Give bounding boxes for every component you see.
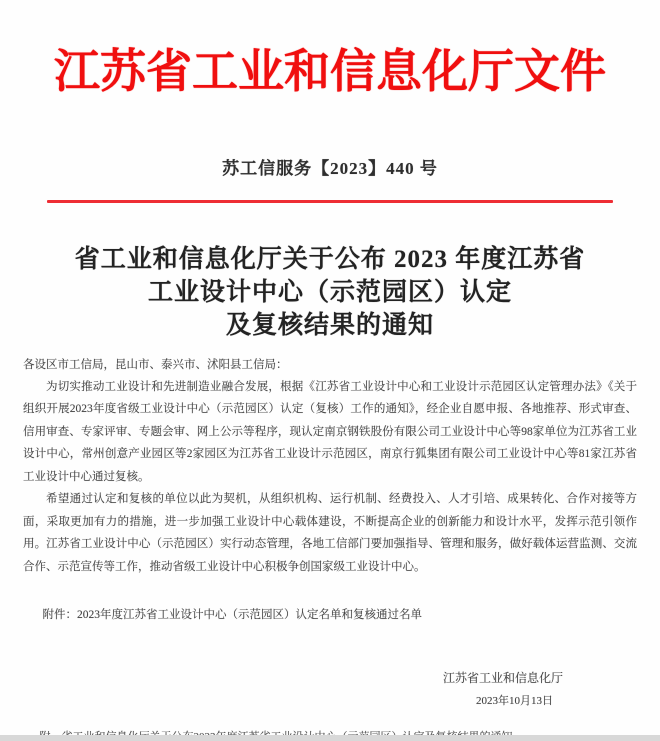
attachment-line: 附件：2023年度江苏省工业设计中心（示范园区）认定名单和复核通过名单 [42, 609, 423, 622]
masthead-title: 江苏省工业和信息化厅文件 [54, 46, 606, 97]
signature-block [0, 667, 660, 713]
issuer-name: 江苏省工业和信息化厅 [442, 670, 563, 685]
notice-title [0, 243, 660, 342]
scan-bottom-edge [0, 735, 660, 741]
body-paragraph-1: 为切实推动工业设计和先进制造业融合发展，根据《江苏省工业设计中心和工业设计示范园区认定管理办法》《关于组织开展2023年度省级工业设计中心（示范园区）认定（复核）工作的通知》，经企业自愿申报、各地推荐、形式审查、信用审查、专家评审、专题会审、网上公示等程序，现认定南京钢铁股份有限公司工业设计中心等98家单位为江苏省工业设计中心，常州创意产业园区等2家园区为江苏省工业设计示范园区，南京行狐集团有限公司工业设计中心等81家江苏省工业设计中心通过复核。 [23, 380, 637, 483]
notice-title-line-2: 工业设计中心（示范园区）认定 [147, 278, 512, 306]
notice-title-line-3: 及复核结果的通知 [225, 311, 434, 339]
body-paragraph-2: 希望通过认定和复核的单位以此为契机，从组织机构、运行机制、经费投入、人才引培、成果转化、合作对接等方面，采取更加有力的措施，进一步加强工业设计中心载体建设，不断提高企业的创新能力和设计水平，发挥示范引领作用。江苏省工业设计中心（示范园区）实行动态管理，各地工信部门要加强指导、管理和服务，做好载体运营监测、交流合作、示范宣传等工作，推动省级工业设计中心积极争创国家级工业设计中心。 [23, 493, 637, 573]
red-divider-rule [47, 200, 613, 203]
document-number: 苏工信服务【2023】440 号 [222, 158, 438, 178]
document-body [23, 354, 637, 627]
notice-title-line-1: 省工业和信息化厅关于公布 2023 年度江苏省 [74, 245, 586, 273]
addressee-line: 各设区市工信局，昆山市、泰兴市、沭阳县工信局： [23, 358, 288, 371]
issue-date: 2023年10月13日 [476, 694, 553, 707]
